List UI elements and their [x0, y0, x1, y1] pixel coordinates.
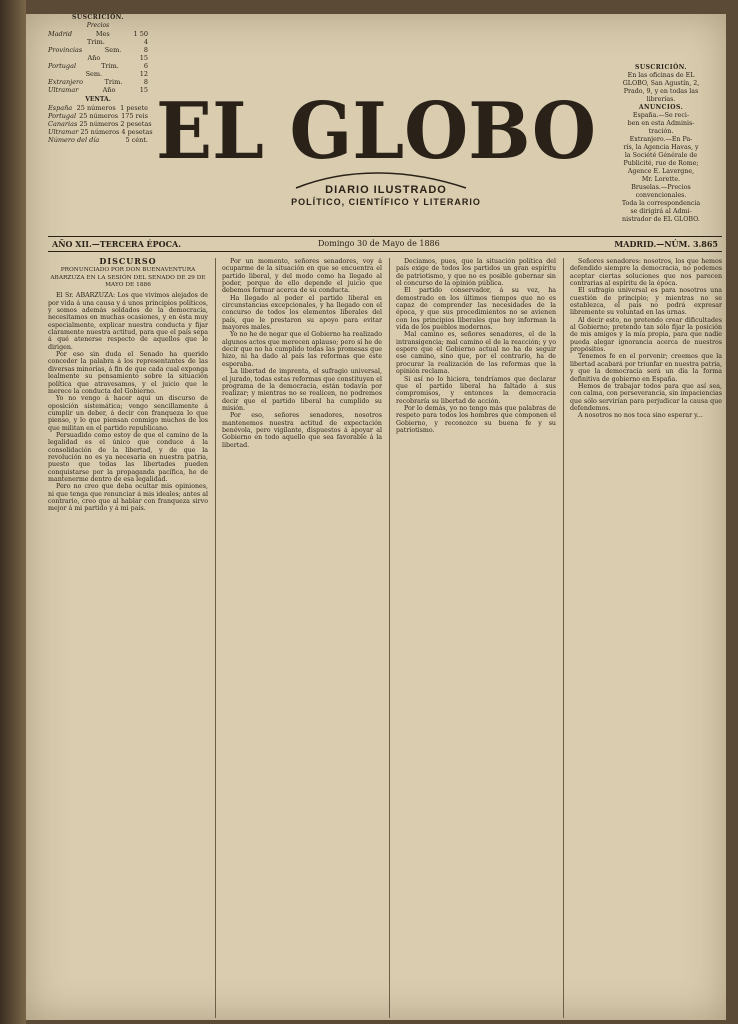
subscription-period: Trim. — [104, 78, 123, 86]
subscription-box — [48, 14, 153, 144]
subscription-row — [48, 30, 148, 38]
ads-line: la Société Générale de — [624, 152, 698, 159]
sale-detail: 25 números — [76, 104, 116, 112]
subscription-price: 6 — [143, 62, 148, 70]
column-1 — [48, 258, 208, 1018]
right-info-line: Prado, 9, y en todas las — [623, 88, 699, 95]
subscription-place: Provincias — [48, 46, 83, 54]
article-paragraph: Por un momento, señores senadores, voy á ocuparme de la situación en que se encuentra el partido liberal, y del modo como ha llegado al poder, porque de ello depende el juicio que debemos formar acerca de su conducta. — [222, 258, 382, 295]
sale-place: Canarias — [48, 120, 78, 128]
article-paragraph: Hemos de trabajar todos para que así sea, con calma, con perseverancia, sin impaciencias que sólo servirían para perjudicar la causa que defendemos. — [570, 382, 722, 412]
ads-heading: ANUNCIOS. — [638, 104, 684, 111]
subscription-row — [48, 86, 148, 94]
subscription-period: Trim. — [101, 62, 119, 70]
article-paragraph: La libertad de imprenta, el sufragio universal, el jurado, todas estas reformas que constituyen el programa de la democracia, están todavía por realizar; y mientras no se realicen, no podremos decir que el partido liberal ha cumplido su misión. — [222, 368, 382, 412]
issue-date: Domingo 30 de Mayo de 1886 — [318, 239, 440, 248]
column-4 — [570, 258, 722, 1018]
subscription-period: Mes — [95, 30, 110, 38]
sale-price: 5 cént. — [125, 136, 148, 144]
sale-row — [48, 136, 148, 144]
subscription-period: Sem. — [104, 46, 122, 54]
right-info-box — [604, 64, 718, 224]
subscription-period: Sem. — [85, 70, 103, 78]
subscription-period: Año — [87, 54, 101, 62]
subscription-place: Ultramar — [48, 86, 79, 94]
masthead-title-text: EL GLOBO — [156, 86, 596, 177]
article-paragraph: Por eso, señores senadores, nosotros mantenemos nuestra actitud de expectación benévola, pero vigilante, dispuestos á apoyar al Gobierno en todo aquello que sea favorable á la libertad. — [222, 412, 382, 449]
subscription-row — [48, 62, 148, 70]
dateline-bar — [48, 236, 722, 252]
subscription-row — [48, 78, 148, 86]
ads-line: Toda la correspondencia — [621, 200, 701, 207]
sale-heading: VENTA. — [85, 96, 111, 103]
sale-price: 1 pesete — [120, 104, 148, 112]
article-columns — [48, 258, 724, 1018]
sale-place: España — [48, 104, 73, 112]
subscription-place: Madrid — [48, 30, 73, 38]
subscription-price: 1 50 — [133, 30, 148, 38]
ads-line: Publicité, rue de Rome; — [623, 160, 699, 167]
article-paragraph: Al decir esto, no pretendo crear dificultades al Gobierno; pretendo tan sólo fijar la posición de mis amigos y la mía propia, para que nadie pueda alegar ignorancia acerca de nuestros propósitos. — [570, 316, 722, 354]
article-paragraph: A nosotros no nos toca sino esperar y... — [578, 412, 703, 420]
article-paragraph: Tenemos fe en el porvenir; creemos que la libertad acabará por triunfar en nuestra patria, y que la democracia será un día la forma definitiva de gobierno en España. — [570, 353, 722, 383]
subscription-price: 15 — [139, 86, 148, 94]
article-paragraph: Persuadido como estoy de que el camino de la legalidad es el único que conduce á la consolidación de la libertad, y de que la revolución no es ya necesaria en nuestra patria, puesto que todas las libertades pueden conquistarse por la propaganda pacífica, he de mantenerme dentro de esa legalidad. — [48, 431, 208, 483]
ads-line: Extranjero.—En Pa- — [629, 136, 693, 143]
article-paragraph: Yo no he de negar que el Gobierno ha realizado algunos actos que merecen aplauso; pero sí he de decir que no ha cumplido todas las promesas que hizo, ni ha dado al país las reformas que éste esperaba. — [222, 331, 382, 368]
sale-price: 4 pesetas — [121, 128, 153, 136]
column-3 — [396, 258, 556, 1018]
article-paragraph: El Sr. ABARZUZA: Los que vivimos alejados de por vida á una causa y á unos principios políticos, y somos además soldados de la democracia, necesitamos en muchas ocasiones, y en ésta muy especialmente, explicar nuestra conducta y fijar claramente nuestra actitud, para que el país sepa á qué atenerse respecto de aquellos que le dirigen. — [48, 292, 208, 351]
sale-detail: 25 números — [79, 120, 119, 128]
article-paragraph: Señores senadores: nosotros, los que hemos defendido siempre la democracia, no podemos aceptar ciertas soluciones que nos parecen contrarias al espíritu de la época. — [570, 258, 722, 288]
column-rule — [215, 258, 216, 1018]
subscription-price: 12 — [139, 70, 148, 78]
masthead-tagline: DIARIO ILUSTRADO — [325, 184, 447, 196]
article-paragraph: Si así no lo hiciera, tendríamos que declarar que el partido liberal ha faltado á sus compromisos, y entonces la democracia recobraría su libertad de acción. — [396, 375, 556, 405]
ads-line: rís, la Agencia Havas, y — [623, 144, 699, 151]
subscription-heading: SUSCRICIÓN. — [72, 14, 124, 21]
subscription-sub: Precios — [86, 22, 110, 29]
right-info-line: En las oficinas de EL — [627, 72, 695, 79]
ads-line: España.—Se reci- — [632, 112, 690, 119]
right-heading: SUSCRICIÓN. — [635, 64, 687, 71]
ads-line: Mr. Lorette. — [641, 176, 681, 183]
sale-row — [48, 128, 153, 136]
sale-price: 175 reis — [121, 112, 148, 120]
sale-price: 2 pesetas — [120, 120, 152, 128]
ads-line: nistrador de EL GLOBO. — [622, 216, 700, 223]
subscription-price: 8 — [143, 46, 148, 54]
article-paragraph: Por lo demás, yo no tengo más que palabras de respeto para todos los hombres que componen el Gobierno, y reconozco su buena fe y su patriotismo. — [396, 404, 556, 434]
masthead-subtitle: POLÍTICO, CIENTÍFICO Y LITERARIO — [291, 197, 481, 207]
subscription-place: Portugal — [48, 62, 77, 70]
subscription-period: Año — [102, 86, 116, 94]
article-paragraph: Ha llegado al poder el partido liberal en circunstancias excepcionales, y ha llegado con el concurso de todos los elementos liberales del país, que le prestaron su apoyo para evitar mayores males. — [222, 294, 382, 332]
article-heading: DISCURSO — [99, 258, 157, 266]
ads-line: ben en esta Adminis- — [627, 120, 695, 127]
right-info-line: GLOBO, San Agustín, 2, — [622, 80, 700, 87]
issue-number: MADRID.—NÚM. 3.865 — [614, 239, 718, 249]
subscription-place: Extranjero — [48, 78, 84, 86]
newspaper-page — [26, 14, 726, 1020]
sale-place: Portugal — [48, 112, 77, 120]
article-paragraph: El partido conservador, á su vez, ha demostrado en los últimos tiempos que no es capaz de comprender las necesidades de la época, y que sus procedimientos no se avienen con los principios liberales que hoy informan la vida de los pueblos modernos. — [396, 287, 556, 332]
column-rule — [563, 258, 564, 1018]
sale-row — [48, 104, 148, 112]
column-rule — [389, 258, 390, 1018]
sale-row — [48, 112, 148, 120]
ads-line: tración. — [648, 128, 674, 135]
subscription-period: Trim. — [87, 38, 105, 46]
subscription-row — [48, 54, 148, 62]
article-paragraph: Mal camino es, señores senadores, el de la intransigencia; mal camino el de la reacción; y yo espero que el Gobierno actual no ha de seguir ese camino, sino que, por el contrario, ha de procurar la realización de las reformas que la opinión reclama. — [396, 331, 556, 376]
ads-line: convencionales. — [635, 192, 687, 199]
sale-row — [48, 120, 152, 128]
article-paragraph: El sufragio universal es para nosotros una cuestión de principio; y mientras no se establezca, el país no podrá expresar libremente su voluntad en las urnas. — [570, 287, 722, 317]
subscription-price: 15 — [139, 54, 148, 62]
article-paragraph: Decíamos, pues, que la situación política del país exige de todos los partidos un gran espíritu de patriotismo, y que no es posible gobernar sin el concurso de la opinión pública. — [396, 258, 556, 288]
article-paragraph: Por eso sin duda el Senado ha querido conceder la palabra á los representantes de las diversas minorías, á fin de que cada cual exponga lealmente su pensamiento sobre la situación política que atravesamos, y el juicio que le merece la conducta del Gobierno. — [48, 351, 208, 395]
ads-line: Agence E. Lavergne, — [627, 168, 695, 175]
edition-year: AÑO XII.—TERCERA ÉPOCA. — [52, 239, 181, 249]
subscription-price: 4 — [143, 38, 148, 46]
sale-detail: 25 números — [79, 112, 119, 120]
article-paragraph: Pero no creo que deba ocultar mis opiniones, ni que tenga que renunciar á mis ideales; antes al contrario, creo que al hablar con franqueza sirvo mejor á mi partido y á mi país. — [48, 483, 208, 513]
book-spine — [0, 0, 26, 1024]
column-2 — [222, 258, 382, 1018]
article-paragraph: Yo no vengo á hacer aquí un discurso de oposición sistemática; vengo sencillamente á cumplir un deber, á decir con franqueza lo que pienso, y lo que piensan conmigo muchos de los que militan en el partido republicano. — [48, 395, 208, 432]
sale-place: Número del día — [48, 136, 100, 144]
ads-line: Bruselas.—Precios — [631, 184, 691, 191]
subscription-row — [48, 38, 148, 46]
subscription-price: 8 — [143, 78, 148, 86]
sale-place: Ultramar — [48, 128, 79, 136]
article-subheading: PRONUNCIADO POR DON BUENAVENTURA ABARZUZA EN LA SESIÓN DEL SENADO DE 29 DE MAYO DE 1886 — [50, 267, 206, 289]
sale-detail: 25 números — [80, 128, 120, 136]
subscription-row — [48, 70, 148, 78]
ads-line: se dirigirá al Admi- — [630, 208, 692, 215]
subscription-row — [48, 46, 148, 54]
right-info-line: librerías. — [646, 96, 676, 103]
